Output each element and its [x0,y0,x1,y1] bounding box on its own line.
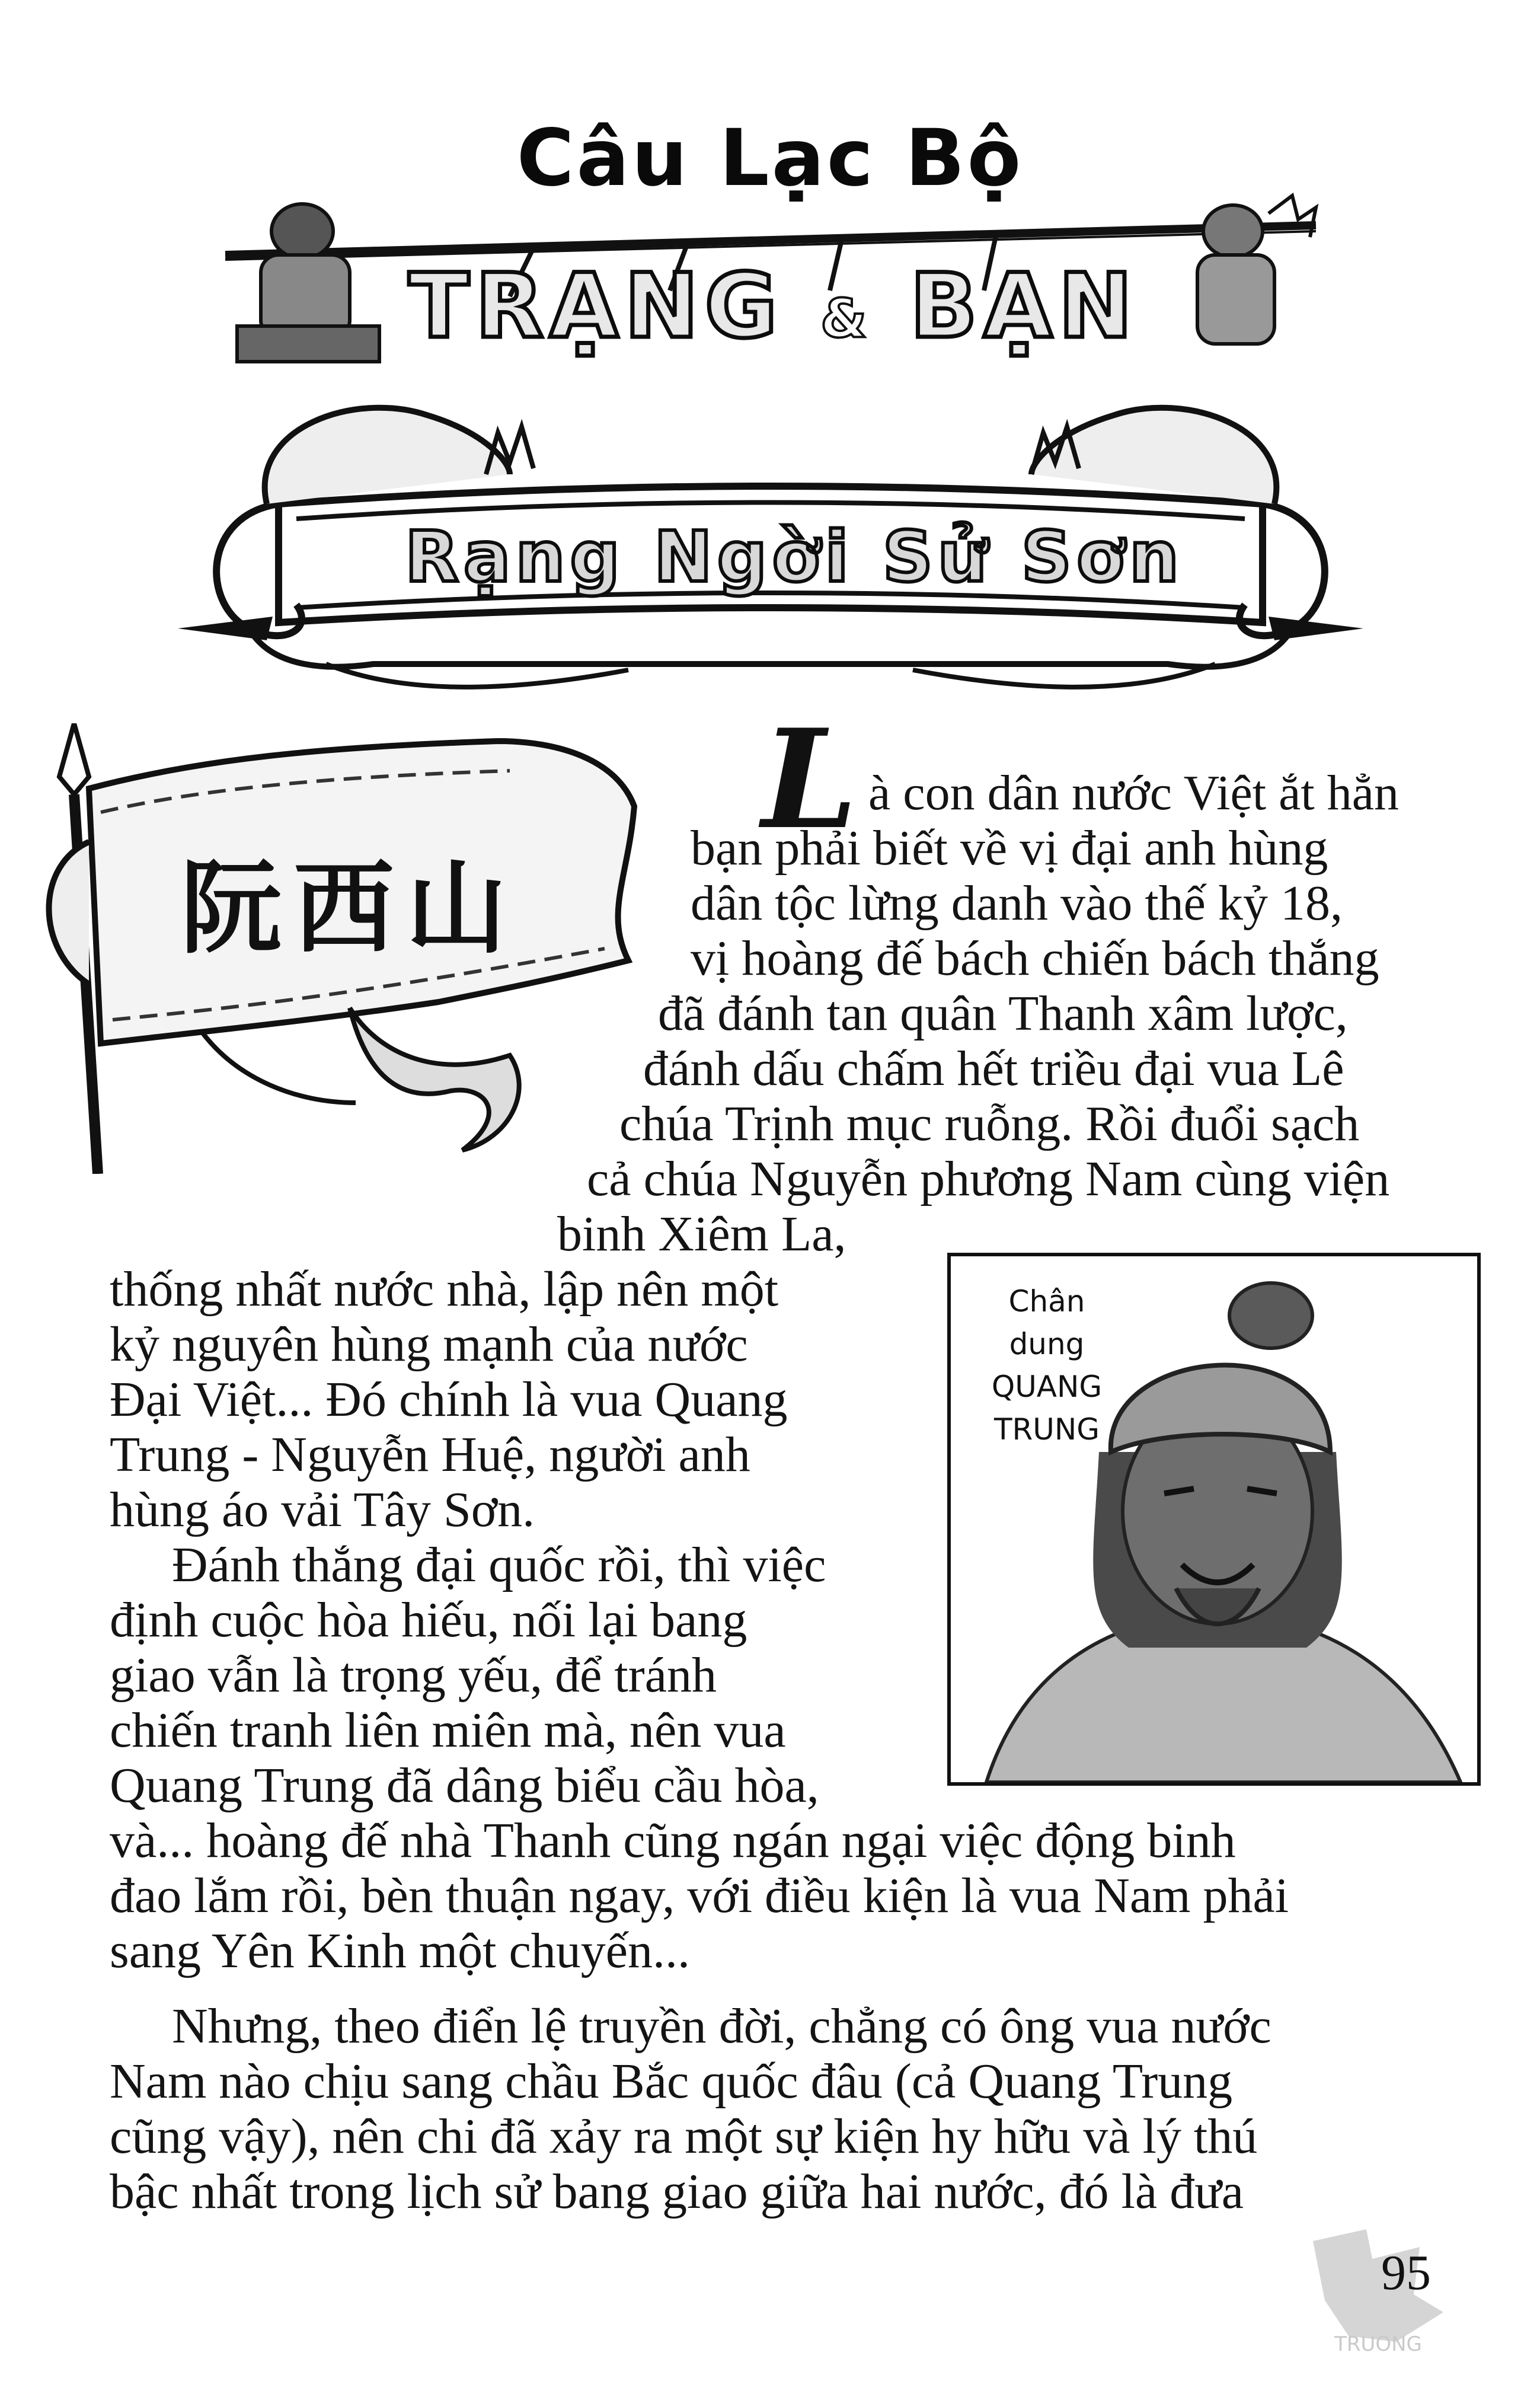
caption-line: TRUNG [993,1412,1100,1447]
drop-cap: L [762,700,858,860]
text-line: đánh dấu chấm hết triều đại vua Lê [643,1041,1344,1096]
text-line: dân tộc lừng danh vào thế kỷ 18, [691,876,1343,931]
text-line: chúa Trịnh mục ruỗng. Rồi đuổi sạch [619,1096,1360,1151]
text-line: bạn phải biết về vị đại anh hùng [691,821,1328,876]
text-line: sang Yên Kinh một chuyến... [110,1923,691,1978]
column-name [403,255,1144,358]
text-line: định cuộc hòa hiếu, nối lại bang [110,1592,747,1648]
portrait-frame [947,1253,1481,1786]
text-line: chiến tranh liên miên mà, nên vua [110,1703,786,1758]
right-carrier-figure [1197,196,1316,344]
portrait-caption [976,1280,1118,1451]
caption-line: QUANG [991,1370,1103,1404]
text-line: Nhưng, theo điển lệ truyền đời, chẳng có ông vua nước [172,1999,1271,2054]
text-line: vị hoàng đế bách chiến bách thắng [691,931,1379,986]
text-line: Quang Trung đã dâng biểu cầu hòa, [110,1758,819,1813]
text-line: đao lắm rồi, bèn thuận ngay, với điều kiện là vua Nam phải [110,1868,1289,1923]
caption-line: Chân [1008,1284,1085,1319]
watermark-logo [1289,2223,1467,2360]
text-line: Đại Việt... Đó chính là vua Quang [110,1372,788,1427]
text-line: cả chúa Nguyễn phương Nam cùng viện [587,1151,1390,1207]
column-name-part-1: TRẠNG [408,255,784,358]
text-line: binh Xiêm La, [557,1207,846,1262]
text-line: Trung - Nguyễn Huệ, người anh [110,1427,750,1482]
text-line: bậc nhất trong lịch sử bang giao giữa hai nước, đó là đưa [110,2164,1244,2219]
text-line: Nam nào chịu sang chầu Bắc quốc đâu (cả Quang Trung [110,2054,1233,2109]
flag-text: 阮西山 [180,849,519,968]
text-line: cũng vậy), nên chi đã xảy ra một sự kiện hy hữu và lý thú [110,2109,1258,2164]
page-number: 95 [1381,2245,1431,2300]
text-line: hùng áo vải Tây Sơn. [110,1482,535,1537]
text-line: đã đánh tan quân Thanh xâm lược, [658,986,1348,1041]
text-line: Đánh thắng đại quốc rồi, thì việc [172,1537,826,1592]
text-line: thống nhất nước nhà, lập nên một [110,1262,779,1317]
text-line: giao vẫn là trọng yếu, để tránh [110,1648,717,1703]
club-title: Câu Lạc Bộ [516,113,1024,204]
watermark-text: TRUONG [1334,2332,1422,2356]
caption-line: dung [1009,1327,1085,1361]
column-ampersand: & [820,288,873,350]
text-line: à con dân nước Việt ắt hẳn [868,765,1400,821]
text-line: kỷ nguyên hùng mạnh của nước [110,1317,748,1372]
text-line: và... hoàng đế nhà Thanh cũng ngán ngại việc động binh [110,1813,1236,1868]
column-name-part-2: BẠN [909,255,1139,358]
left-carrier-figure [237,204,379,362]
article-title: Rạng Ngời Sử Sơn [405,516,1184,598]
